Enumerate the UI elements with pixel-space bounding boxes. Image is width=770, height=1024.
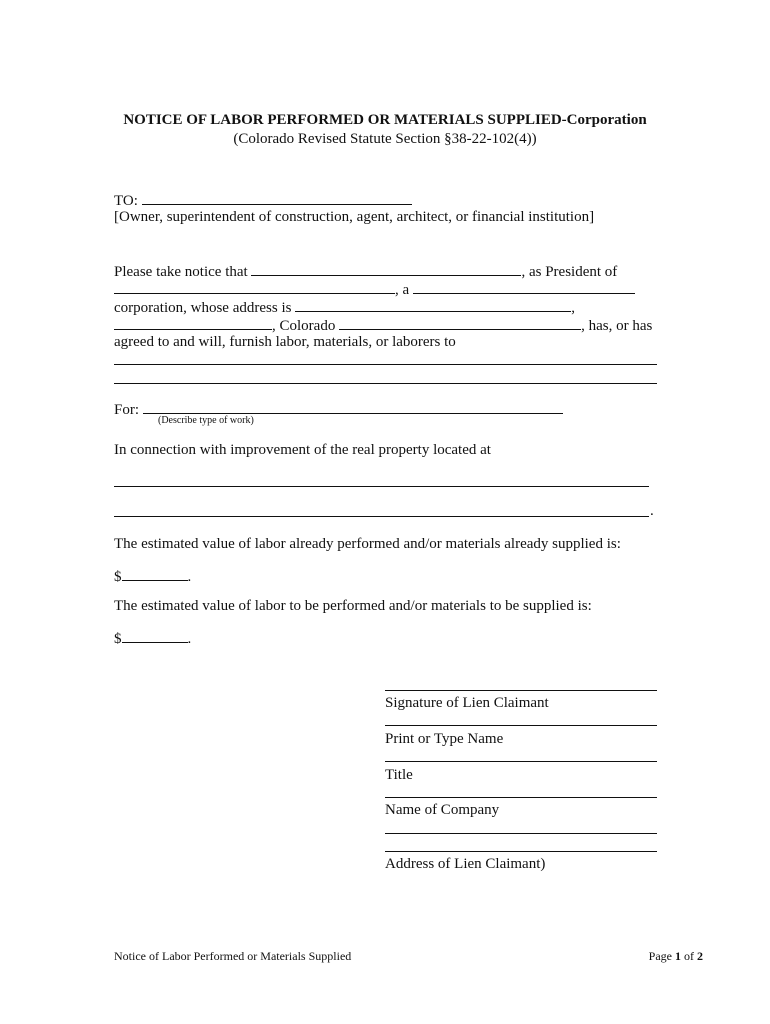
address-line-2[interactable] <box>385 851 657 852</box>
property-address-line-1[interactable] <box>114 486 649 487</box>
to-line <box>114 190 412 210</box>
notice-text: Please take notice that <box>114 264 248 280</box>
page-of: of <box>684 949 694 963</box>
page-prefix: Page <box>648 949 672 963</box>
current-page: 1 <box>675 949 681 963</box>
type-of-work-hint: (Describe type of work) <box>158 415 254 426</box>
document-title: NOTICE OF LABOR PERFORMED OR MATERIALS SUPPLIED-Corporation <box>123 112 647 128</box>
estimate-already-amount-line <box>114 566 191 586</box>
signature-label: Signature of Lien Claimant <box>385 695 549 711</box>
furnished-to-line-2[interactable] <box>114 383 657 384</box>
estimate-to-be-amount-line <box>114 628 191 648</box>
to-recipient-field[interactable] <box>142 190 412 205</box>
print-name-label: Print or Type Name <box>385 731 504 747</box>
president-name-field[interactable] <box>251 261 521 276</box>
corporation-address-field[interactable] <box>295 297 571 312</box>
title-line[interactable] <box>385 761 657 762</box>
notice-text: , a <box>395 282 410 298</box>
city-field[interactable] <box>114 315 272 330</box>
title-label: Title <box>385 767 413 783</box>
print-name-line[interactable] <box>385 725 657 726</box>
notice-line-3 <box>114 297 575 317</box>
page-number <box>649 949 703 964</box>
signature-line[interactable] <box>385 690 657 691</box>
address-label: Address of Lien Claimant) <box>385 856 546 872</box>
for-label: For: <box>114 402 140 418</box>
furnished-to-line-1[interactable] <box>114 364 657 365</box>
company-name-label: Name of Company <box>385 802 500 818</box>
dollar-sign: $ <box>114 569 122 585</box>
estimate-already-text: The estimated value of labor already performed and/or materials already supplied is: <box>114 536 621 552</box>
notice-line-4 <box>114 315 652 335</box>
property-address-line-2[interactable] <box>114 516 649 517</box>
period: . <box>187 569 192 585</box>
notice-text: corporation, whose address is <box>114 300 292 316</box>
total-pages: 2 <box>697 949 703 963</box>
document-subtitle: (Colorado Revised Statute Section §38-22-102(4)) <box>233 131 537 147</box>
type-of-work-field[interactable] <box>143 399 563 414</box>
notice-text: , as President of <box>521 264 618 280</box>
estimate-to-be-amount-field[interactable] <box>122 628 188 643</box>
notice-line-5: agreed to and will, furnish labor, materials, or laborers to <box>114 334 456 350</box>
notice-text: , has, or has <box>581 318 653 334</box>
notice-text: , <box>571 300 575 316</box>
property-period: . <box>650 503 654 519</box>
address-line-1[interactable] <box>385 833 657 834</box>
property-text: In connection with improvement of the real property located at <box>114 442 491 458</box>
dollar-sign: $ <box>114 631 122 647</box>
footer-title: Notice of Labor Performed or Materials Supplied <box>114 949 352 963</box>
estimate-already-amount-field[interactable] <box>122 566 188 581</box>
notice-line-2 <box>114 279 635 299</box>
notice-line-1 <box>114 261 617 281</box>
to-helper-text: [Owner, superintendent of construction, agent, architect, or financial institution] <box>114 209 595 225</box>
estimate-to-be-text: The estimated value of labor to be performed and/or materials to be supplied is: <box>114 598 592 614</box>
state-of-incorporation-field[interactable] <box>413 279 635 294</box>
to-label: TO: <box>114 193 138 209</box>
corporation-name-field[interactable] <box>114 279 395 294</box>
period: . <box>187 631 192 647</box>
company-name-line[interactable] <box>385 797 657 798</box>
notice-text: , Colorado <box>272 318 336 334</box>
zip-field[interactable] <box>339 315 581 330</box>
